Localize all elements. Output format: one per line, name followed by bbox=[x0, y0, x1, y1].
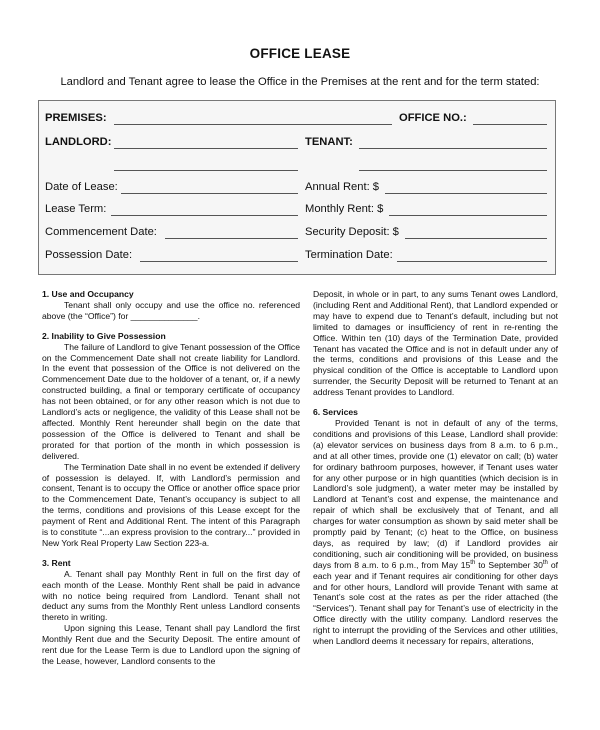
right-column bbox=[313, 289, 558, 647]
section-3-heading: 3. Rent bbox=[42, 557, 71, 568]
section-6-heading: 6. Services bbox=[313, 407, 358, 418]
premises-field[interactable] bbox=[114, 124, 392, 125]
section-2-paragraph-1: The failure of Landlord to give Tenant possession of the Office on the Commencement Date shall not create liability for Landlord. In the event that possession of the Office is not delivered on the Commencement Date due to the holdover of a tenant, or, if a newly constructed building, a final or temporary certificate of occupancy has not been obtained, or for any other reason which is not due to Landlord’s acts or negligence, the validity of this Lease shall not be affected. Monthly Rent hereunder shall begin on the date that possession of the Office is delivered to Tenant and shall be prorated for that portion of the month in which possession is delivered. bbox=[42, 341, 300, 461]
document-title: OFFICE LEASE bbox=[249, 46, 351, 61]
tenant-field-line-2[interactable] bbox=[359, 170, 547, 171]
office-no-field[interactable] bbox=[473, 124, 547, 125]
ordinal-superscript-1: th bbox=[470, 559, 476, 566]
section-1-body: Tenant shall only occupy and use the office no. referenced above (the “Office”) for ______________. bbox=[42, 299, 300, 321]
termination-date-field[interactable] bbox=[397, 261, 547, 262]
lease-term-field[interactable] bbox=[111, 215, 298, 216]
premises-label: PREMISES: bbox=[45, 112, 107, 124]
monthly-rent-label: Monthly Rent: $ bbox=[305, 203, 384, 215]
possession-row bbox=[39, 249, 555, 265]
security-deposit-label: Security Deposit: $ bbox=[305, 226, 399, 238]
premises-row bbox=[39, 112, 555, 128]
landlord-field-line-2[interactable] bbox=[114, 170, 298, 171]
section-6-text-c: of each year and if Tenant requires air conditioning for other days and for other hours, Landlord will provide Tenant with same at Tenant’s sole cost at the rates as per the rider attached (the “Services”). Tenant shall pay for Tenant’s use of electricity in the Office directly with the utility company. Landlord reserves the right to interrupt the providing of the Services and other utilities, when Landlord deems it necessary for repairs, alterations, bbox=[313, 559, 558, 647]
monthly-rent-field[interactable] bbox=[389, 215, 547, 216]
intro-sentence: Landlord and Tenant agree to lease the Office in the Premises at the rent and for the term stated: bbox=[60, 76, 540, 88]
section-1-heading: 1. Use and Occupancy bbox=[42, 289, 134, 299]
termination-date-label: Termination Date: bbox=[305, 249, 393, 261]
section-6-text-a: Provided Tenant is not in default of any of the terms, conditions and provisions of this Lease, Landlord shall provide: (a) elevator services on business days from 8 a.m. to 6 p.m., and at all other times, provide one (1) elevator on call; (b) water for ordinary bathroom purposes, however, if Tenant uses water for any other purpose or in high quantities (which decision is in Landlord’s sole judgment), a water meter may be installed by Landlord at Tenant’s cost and expense, the maintenance and repair of which shall be exclusively that of Tenant, and all charges for water consumption as shown by said meter shall be promptly paid by Tenant; (c) heat to the Office, on business days, as required by law; (d) if Landlord provides air conditioning, such air conditioning will be provided, on business days from 8 a.m. to 6 p.m., from May 15 bbox=[313, 417, 558, 570]
commencement-row bbox=[39, 226, 555, 242]
section-6-body bbox=[313, 418, 558, 647]
lease-term-label: Lease Term: bbox=[45, 203, 107, 215]
possession-date-field[interactable] bbox=[140, 261, 298, 262]
parties-row bbox=[39, 136, 555, 152]
section-3-paragraph-1: A. Tenant shall pay Monthly Rent in full on the first day of each month of the Lease. Monthly Rent shall be paid in advance with no notice being required from Landlord. Tenant shall not deduct any sums from the Monthly Rent unless Landlord consents thereto in writing. bbox=[42, 568, 300, 623]
lease-term-row bbox=[39, 203, 555, 219]
office-no-label: OFFICE NO.: bbox=[399, 112, 467, 124]
date-of-lease-field[interactable] bbox=[121, 193, 298, 194]
section-6-text-b: to September 30 bbox=[475, 559, 543, 570]
tenant-label: TENANT: bbox=[305, 136, 353, 148]
section-5-continuation: Deposit, in whole or in part, to any sums Tenant owes Landlord, (including Rent and Additional Rent), that Landlord expended or may have to expend due to Tenant’s default, including but not limited to damages or insufficiency of rent in re-renting the Office. Within ten (10) days of the Termination Date, provided Tenant has vacated the Office and is not in default under any of the terms, conditions and provisions of this Lease and the physical condition of the Office is acceptable to Landlord upon surrender, the Security Deposit will be returned to Tenant at an address Tenant provides to Landlord. bbox=[313, 289, 558, 398]
commencement-date-field[interactable] bbox=[165, 238, 298, 239]
annual-rent-label: Annual Rent: $ bbox=[305, 181, 380, 193]
tenant-field[interactable] bbox=[359, 148, 547, 149]
section-2-paragraph-2: The Termination Date shall in no event be extended if delivery of possession is delayed. If, with Landlord’s permission and consent, Tenant is to occupy the Office or another office space prior to the Commencement Date, Tenant’s occupancy is subject to all the terms, conditions and provisions of this Lease except for the payment of Rent and Additional Rent. The intent of this Paragraph is to constitute “...an express provision to the contrary...” provided in New York Real Property Law Section 223-a. bbox=[42, 461, 300, 548]
commencement-date-label: Commencement Date: bbox=[45, 226, 157, 238]
landlord-label: LANDLORD: bbox=[45, 136, 112, 148]
security-deposit-field[interactable] bbox=[405, 238, 547, 239]
ordinal-superscript-2: th bbox=[542, 559, 548, 566]
lease-terms-form bbox=[38, 100, 556, 275]
lease-date-row bbox=[39, 181, 555, 197]
date-of-lease-label: Date of Lease: bbox=[45, 181, 118, 193]
parties-continuation-row bbox=[39, 158, 555, 174]
possession-date-label: Possession Date: bbox=[45, 249, 133, 261]
section-3-paragraph-2: Upon signing this Lease, Tenant shall pay Landlord the first Monthly Rent due and the Security Deposit. The entire amount of rent due for the Lease Term is due to Landlord upon the signing of the Lease, however, Landlord consents to the bbox=[42, 623, 300, 666]
landlord-field[interactable] bbox=[114, 148, 298, 149]
annual-rent-field[interactable] bbox=[385, 193, 547, 194]
left-column bbox=[42, 289, 300, 667]
section-2-heading: 2. Inability to Give Possession bbox=[42, 330, 166, 341]
